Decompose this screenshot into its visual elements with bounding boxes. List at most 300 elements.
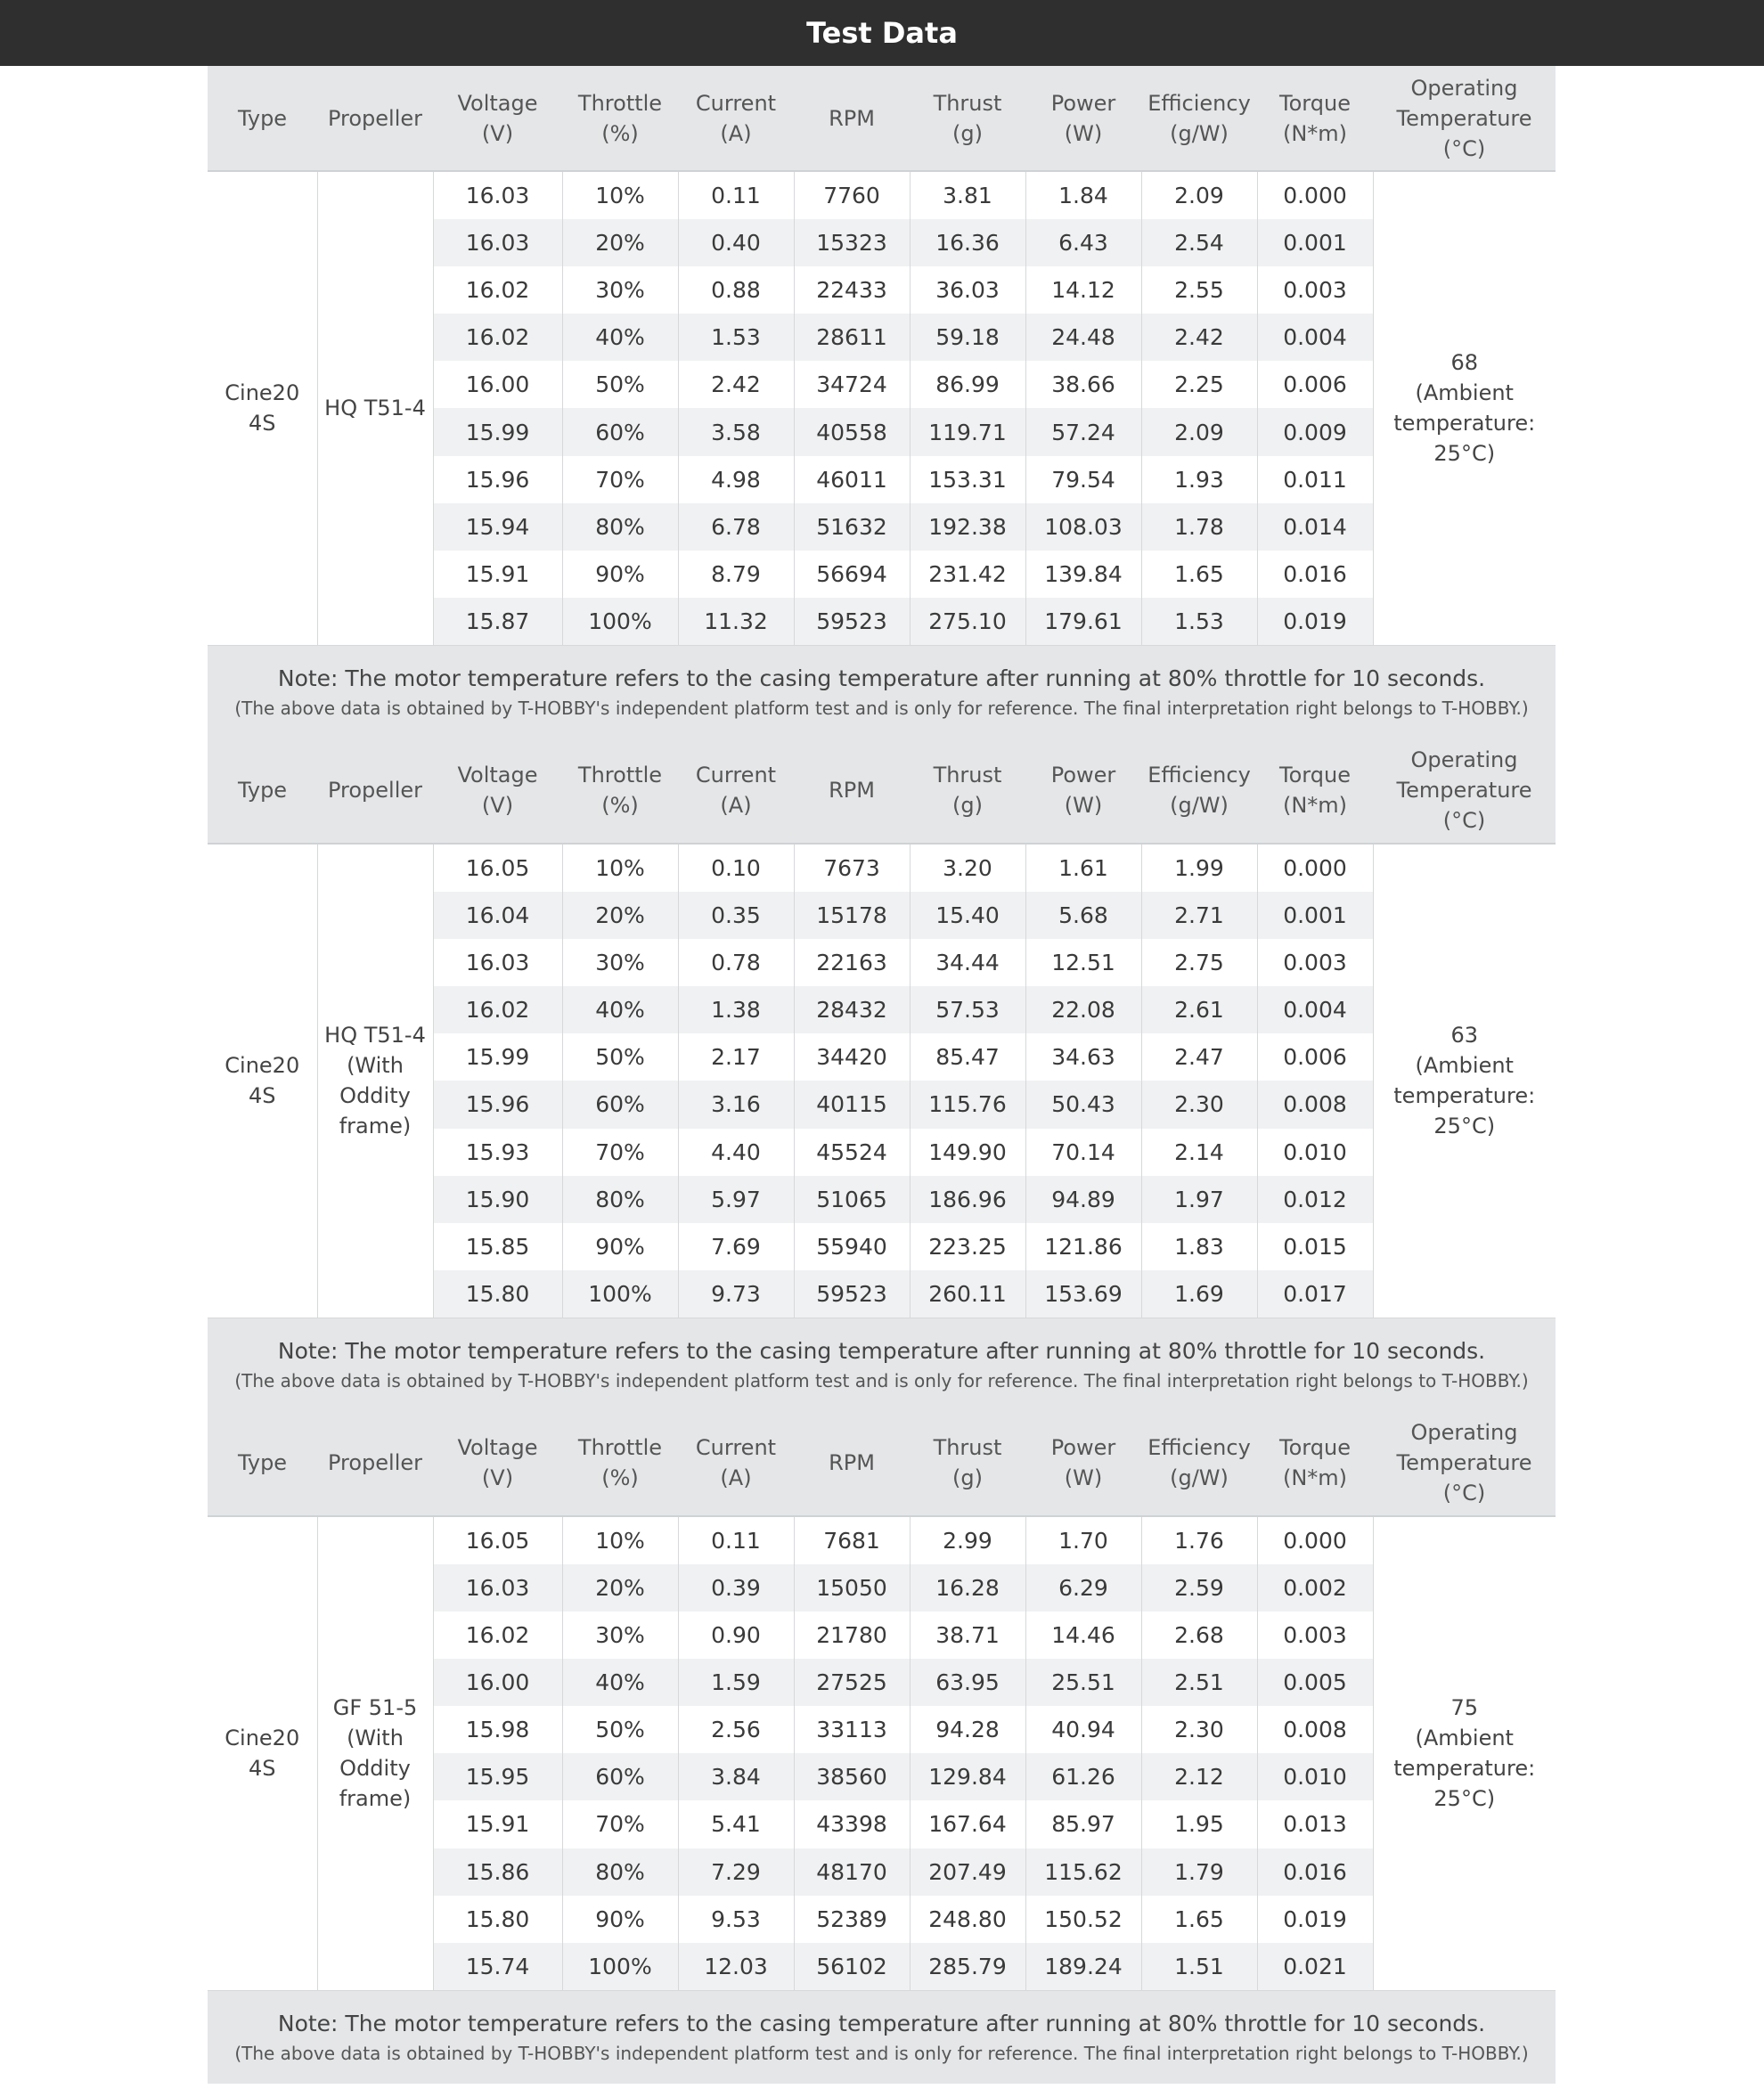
motor-type-cell: Cine20 4S xyxy=(208,844,317,1318)
test-section-2 xyxy=(208,738,1556,1411)
power-cell: 14.12 xyxy=(1025,266,1141,314)
efficiency-cell: 2.14 xyxy=(1141,1129,1257,1176)
torque-cell: 0.021 xyxy=(1257,1943,1373,1990)
column-header: Thrust (g) xyxy=(910,1411,1025,1516)
operating-temperature-cell: 63 (Ambient temperature: 25°C) xyxy=(1373,844,1556,1318)
thrust-cell: 192.38 xyxy=(910,503,1025,551)
current-cell: 1.59 xyxy=(678,1659,794,1706)
rpm-cell: 59523 xyxy=(794,598,910,645)
operating-temperature-cell: 75 (Ambient temperature: 25°C) xyxy=(1373,1516,1556,1990)
rpm-cell: 15323 xyxy=(794,219,910,266)
thrust-cell: 34.44 xyxy=(910,939,1025,986)
column-header: Power (W) xyxy=(1025,66,1141,171)
thrust-cell: 119.71 xyxy=(910,408,1025,455)
voltage-cell: 15.94 xyxy=(433,503,562,551)
note-text: Note: The motor temperature refers to the casing temperature after running at 80% throttle for 10 seconds. xyxy=(277,665,1486,691)
column-header: Torque (N*m) xyxy=(1257,66,1373,171)
rpm-cell: 38560 xyxy=(794,1753,910,1800)
thrust-cell: 186.96 xyxy=(910,1176,1025,1223)
column-header: Power (W) xyxy=(1025,738,1141,844)
power-cell: 61.26 xyxy=(1025,1753,1141,1800)
efficiency-cell: 1.65 xyxy=(1141,551,1257,598)
column-header: Current (A) xyxy=(678,738,794,844)
efficiency-cell: 1.51 xyxy=(1141,1943,1257,1990)
voltage-cell: 15.98 xyxy=(433,1706,562,1753)
throttle-cell: 70% xyxy=(562,1800,678,1848)
throttle-cell: 50% xyxy=(562,1706,678,1753)
throttle-cell: 60% xyxy=(562,408,678,455)
column-header: Efficiency (g/W) xyxy=(1141,738,1257,844)
power-cell: 115.62 xyxy=(1025,1848,1141,1896)
efficiency-cell: 2.55 xyxy=(1141,266,1257,314)
rpm-cell: 22433 xyxy=(794,266,910,314)
thrust-cell: 3.20 xyxy=(910,844,1025,892)
rpm-cell: 7681 xyxy=(794,1516,910,1564)
current-cell: 0.11 xyxy=(678,1516,794,1564)
voltage-cell: 16.03 xyxy=(433,939,562,986)
voltage-cell: 16.00 xyxy=(433,361,562,408)
throttle-cell: 30% xyxy=(562,1612,678,1659)
voltage-cell: 15.80 xyxy=(433,1896,562,1943)
column-header: Voltage (V) xyxy=(433,66,562,171)
table-header-row xyxy=(208,738,1556,844)
efficiency-cell: 2.09 xyxy=(1141,408,1257,455)
efficiency-cell: 2.51 xyxy=(1141,1659,1257,1706)
propeller-cell: HQ T51-4 xyxy=(317,171,433,645)
voltage-cell: 16.02 xyxy=(433,1612,562,1659)
thrust-cell: 207.49 xyxy=(910,1848,1025,1896)
column-header: Throttle (%) xyxy=(562,66,678,171)
current-cell: 2.56 xyxy=(678,1706,794,1753)
test-data-sections xyxy=(208,66,1556,2084)
column-header: Operating Temperature (°C) xyxy=(1373,738,1556,844)
efficiency-cell: 2.47 xyxy=(1141,1033,1257,1081)
current-cell: 6.78 xyxy=(678,503,794,551)
voltage-cell: 15.91 xyxy=(433,1800,562,1848)
rpm-cell: 28611 xyxy=(794,314,910,361)
voltage-cell: 15.99 xyxy=(433,1033,562,1081)
current-cell: 0.88 xyxy=(678,266,794,314)
torque-cell: 0.016 xyxy=(1257,551,1373,598)
throttle-cell: 30% xyxy=(562,266,678,314)
power-cell: 5.68 xyxy=(1025,892,1141,939)
current-cell: 0.11 xyxy=(678,171,794,219)
throttle-cell: 50% xyxy=(562,1033,678,1081)
torque-cell: 0.001 xyxy=(1257,219,1373,266)
current-cell: 8.79 xyxy=(678,551,794,598)
column-header: Efficiency (g/W) xyxy=(1141,66,1257,171)
torque-cell: 0.004 xyxy=(1257,314,1373,361)
throttle-cell: 20% xyxy=(562,892,678,939)
page-title: Test Data xyxy=(806,16,958,50)
rpm-cell: 21780 xyxy=(794,1612,910,1659)
efficiency-cell: 1.65 xyxy=(1141,1896,1257,1943)
rpm-cell: 7673 xyxy=(794,844,910,892)
column-header: Voltage (V) xyxy=(433,738,562,844)
rpm-cell: 34724 xyxy=(794,361,910,408)
rpm-cell: 40115 xyxy=(794,1081,910,1128)
voltage-cell: 15.99 xyxy=(433,408,562,455)
power-cell: 153.69 xyxy=(1025,1270,1141,1318)
voltage-cell: 16.04 xyxy=(433,892,562,939)
power-cell: 179.61 xyxy=(1025,598,1141,645)
voltage-cell: 16.03 xyxy=(433,219,562,266)
throttle-cell: 90% xyxy=(562,1896,678,1943)
thrust-cell: 16.36 xyxy=(910,219,1025,266)
power-cell: 189.24 xyxy=(1025,1943,1141,1990)
current-cell: 0.35 xyxy=(678,892,794,939)
test-note xyxy=(208,645,1556,738)
torque-cell: 0.010 xyxy=(1257,1129,1373,1176)
efficiency-cell: 2.75 xyxy=(1141,939,1257,986)
power-cell: 121.86 xyxy=(1025,1223,1141,1270)
voltage-cell: 15.80 xyxy=(433,1270,562,1318)
current-cell: 3.16 xyxy=(678,1081,794,1128)
disclaimer-text: (The above data is obtained by T-HOBBY's independent platform test and is only for reference. The final interpretation right belongs to T-HOBBY.) xyxy=(234,1369,1529,1391)
thrust-cell: 15.40 xyxy=(910,892,1025,939)
current-cell: 0.10 xyxy=(678,844,794,892)
efficiency-cell: 1.93 xyxy=(1141,456,1257,503)
throttle-cell: 80% xyxy=(562,1848,678,1896)
thrust-cell: 86.99 xyxy=(910,361,1025,408)
power-cell: 1.61 xyxy=(1025,844,1141,892)
power-cell: 70.14 xyxy=(1025,1129,1141,1176)
current-cell: 2.17 xyxy=(678,1033,794,1081)
thrust-cell: 115.76 xyxy=(910,1081,1025,1128)
propeller-cell: GF 51-5 (With Oddity frame) xyxy=(317,1516,433,1990)
table-row xyxy=(208,1516,1556,1564)
test-section-1 xyxy=(208,66,1556,738)
torque-cell: 0.003 xyxy=(1257,939,1373,986)
torque-cell: 0.013 xyxy=(1257,1800,1373,1848)
operating-temperature-cell: 68 (Ambient temperature: 25°C) xyxy=(1373,171,1556,645)
current-cell: 7.69 xyxy=(678,1223,794,1270)
voltage-cell: 15.85 xyxy=(433,1223,562,1270)
thrust-cell: 167.64 xyxy=(910,1800,1025,1848)
rpm-cell: 52389 xyxy=(794,1896,910,1943)
power-cell: 79.54 xyxy=(1025,456,1141,503)
power-cell: 94.89 xyxy=(1025,1176,1141,1223)
power-cell: 85.97 xyxy=(1025,1800,1141,1848)
torque-cell: 0.003 xyxy=(1257,1612,1373,1659)
column-header: Torque (N*m) xyxy=(1257,1411,1373,1516)
efficiency-cell: 2.71 xyxy=(1141,892,1257,939)
column-header: Voltage (V) xyxy=(433,1411,562,1516)
current-cell: 12.03 xyxy=(678,1943,794,1990)
column-header: RPM xyxy=(794,738,910,844)
rpm-cell: 22163 xyxy=(794,939,910,986)
torque-cell: 0.016 xyxy=(1257,1848,1373,1896)
thrust-cell: 57.53 xyxy=(910,986,1025,1033)
torque-cell: 0.005 xyxy=(1257,1659,1373,1706)
torque-cell: 0.003 xyxy=(1257,266,1373,314)
throttle-cell: 60% xyxy=(562,1753,678,1800)
throttle-cell: 90% xyxy=(562,1223,678,1270)
throttle-cell: 100% xyxy=(562,1943,678,1990)
voltage-cell: 16.02 xyxy=(433,266,562,314)
table-header-row xyxy=(208,1411,1556,1516)
column-header: Propeller xyxy=(317,738,433,844)
efficiency-cell: 2.30 xyxy=(1141,1081,1257,1128)
power-cell: 1.84 xyxy=(1025,171,1141,219)
disclaimer-text: (The above data is obtained by T-HOBBY's independent platform test and is only for reference. The final interpretation right belongs to T-HOBBY.) xyxy=(234,2042,1529,2064)
torque-cell: 0.000 xyxy=(1257,171,1373,219)
current-cell: 0.39 xyxy=(678,1564,794,1612)
rpm-cell: 56694 xyxy=(794,551,910,598)
current-cell: 1.53 xyxy=(678,314,794,361)
voltage-cell: 15.86 xyxy=(433,1848,562,1896)
column-header: Type xyxy=(208,738,317,844)
current-cell: 5.97 xyxy=(678,1176,794,1223)
rpm-cell: 27525 xyxy=(794,1659,910,1706)
torque-cell: 0.008 xyxy=(1257,1081,1373,1128)
test-data-table xyxy=(208,66,1556,645)
rpm-cell: 15178 xyxy=(794,892,910,939)
torque-cell: 0.019 xyxy=(1257,1896,1373,1943)
power-cell: 22.08 xyxy=(1025,986,1141,1033)
torque-cell: 0.009 xyxy=(1257,408,1373,455)
column-header: Current (A) xyxy=(678,1411,794,1516)
torque-cell: 0.014 xyxy=(1257,503,1373,551)
power-cell: 139.84 xyxy=(1025,551,1141,598)
throttle-cell: 10% xyxy=(562,844,678,892)
table-row xyxy=(208,171,1556,219)
power-cell: 1.70 xyxy=(1025,1516,1141,1564)
power-cell: 6.43 xyxy=(1025,219,1141,266)
current-cell: 11.32 xyxy=(678,598,794,645)
disclaimer-text: (The above data is obtained by T-HOBBY's independent platform test and is only for reference. The final interpretation right belongs to T-HOBBY.) xyxy=(234,697,1529,719)
throttle-cell: 40% xyxy=(562,986,678,1033)
current-cell: 1.38 xyxy=(678,986,794,1033)
note-text: Note: The motor temperature refers to the casing temperature after running at 80% throttle for 10 seconds. xyxy=(277,2010,1486,2036)
voltage-cell: 16.02 xyxy=(433,314,562,361)
efficiency-cell: 1.97 xyxy=(1141,1176,1257,1223)
efficiency-cell: 1.78 xyxy=(1141,503,1257,551)
thrust-cell: 85.47 xyxy=(910,1033,1025,1081)
power-cell: 14.46 xyxy=(1025,1612,1141,1659)
column-header: Power (W) xyxy=(1025,1411,1141,1516)
column-header: Operating Temperature (°C) xyxy=(1373,1411,1556,1516)
throttle-cell: 40% xyxy=(562,1659,678,1706)
power-cell: 40.94 xyxy=(1025,1706,1141,1753)
thrust-cell: 149.90 xyxy=(910,1129,1025,1176)
rpm-cell: 55940 xyxy=(794,1223,910,1270)
column-header: Throttle (%) xyxy=(562,738,678,844)
torque-cell: 0.012 xyxy=(1257,1176,1373,1223)
efficiency-cell: 1.83 xyxy=(1141,1223,1257,1270)
thrust-cell: 260.11 xyxy=(910,1270,1025,1318)
current-cell: 3.58 xyxy=(678,408,794,455)
rpm-cell: 40558 xyxy=(794,408,910,455)
current-cell: 0.90 xyxy=(678,1612,794,1659)
current-cell: 5.41 xyxy=(678,1800,794,1848)
column-header: Current (A) xyxy=(678,66,794,171)
throttle-cell: 20% xyxy=(562,1564,678,1612)
column-header: Throttle (%) xyxy=(562,1411,678,1516)
efficiency-cell: 1.76 xyxy=(1141,1516,1257,1564)
motor-type-cell: Cine20 4S xyxy=(208,1516,317,1990)
throttle-cell: 60% xyxy=(562,1081,678,1128)
power-cell: 24.48 xyxy=(1025,314,1141,361)
thrust-cell: 129.84 xyxy=(910,1753,1025,1800)
power-cell: 38.66 xyxy=(1025,361,1141,408)
thrust-cell: 3.81 xyxy=(910,171,1025,219)
throttle-cell: 100% xyxy=(562,1270,678,1318)
page-header xyxy=(0,0,1764,66)
thrust-cell: 248.80 xyxy=(910,1896,1025,1943)
voltage-cell: 15.90 xyxy=(433,1176,562,1223)
efficiency-cell: 2.68 xyxy=(1141,1612,1257,1659)
throttle-cell: 50% xyxy=(562,361,678,408)
column-header: Thrust (g) xyxy=(910,738,1025,844)
efficiency-cell: 1.95 xyxy=(1141,1800,1257,1848)
thrust-cell: 231.42 xyxy=(910,551,1025,598)
rpm-cell: 46011 xyxy=(794,456,910,503)
column-header: Propeller xyxy=(317,66,433,171)
test-data-table xyxy=(208,1411,1556,1990)
power-cell: 6.29 xyxy=(1025,1564,1141,1612)
throttle-cell: 70% xyxy=(562,456,678,503)
voltage-cell: 15.93 xyxy=(433,1129,562,1176)
table-row xyxy=(208,844,1556,892)
throttle-cell: 70% xyxy=(562,1129,678,1176)
efficiency-cell: 1.79 xyxy=(1141,1848,1257,1896)
efficiency-cell: 2.42 xyxy=(1141,314,1257,361)
note-text: Note: The motor temperature refers to the casing temperature after running at 80% throttle for 10 seconds. xyxy=(277,1337,1486,1364)
torque-cell: 0.004 xyxy=(1257,986,1373,1033)
current-cell: 4.98 xyxy=(678,456,794,503)
thrust-cell: 38.71 xyxy=(910,1612,1025,1659)
throttle-cell: 40% xyxy=(562,314,678,361)
propeller-cell: HQ T51-4 (With Oddity frame) xyxy=(317,844,433,1318)
throttle-cell: 20% xyxy=(562,219,678,266)
efficiency-cell: 2.12 xyxy=(1141,1753,1257,1800)
test-note xyxy=(208,1990,1556,2084)
voltage-cell: 15.87 xyxy=(433,598,562,645)
column-header: Thrust (g) xyxy=(910,66,1025,171)
column-header: RPM xyxy=(794,1411,910,1516)
current-cell: 0.78 xyxy=(678,939,794,986)
torque-cell: 0.001 xyxy=(1257,892,1373,939)
throttle-cell: 10% xyxy=(562,1516,678,1564)
power-cell: 34.63 xyxy=(1025,1033,1141,1081)
power-cell: 25.51 xyxy=(1025,1659,1141,1706)
current-cell: 9.53 xyxy=(678,1896,794,1943)
column-header: Type xyxy=(208,1411,317,1516)
rpm-cell: 51065 xyxy=(794,1176,910,1223)
rpm-cell: 34420 xyxy=(794,1033,910,1081)
torque-cell: 0.010 xyxy=(1257,1753,1373,1800)
current-cell: 4.40 xyxy=(678,1129,794,1176)
efficiency-cell: 2.09 xyxy=(1141,171,1257,219)
throttle-cell: 80% xyxy=(562,503,678,551)
torque-cell: 0.008 xyxy=(1257,1706,1373,1753)
throttle-cell: 80% xyxy=(562,1176,678,1223)
efficiency-cell: 1.53 xyxy=(1141,598,1257,645)
torque-cell: 0.017 xyxy=(1257,1270,1373,1318)
voltage-cell: 16.05 xyxy=(433,1516,562,1564)
throttle-cell: 90% xyxy=(562,551,678,598)
thrust-cell: 94.28 xyxy=(910,1706,1025,1753)
power-cell: 50.43 xyxy=(1025,1081,1141,1128)
voltage-cell: 15.95 xyxy=(433,1753,562,1800)
current-cell: 9.73 xyxy=(678,1270,794,1318)
throttle-cell: 100% xyxy=(562,598,678,645)
voltage-cell: 15.96 xyxy=(433,456,562,503)
thrust-cell: 285.79 xyxy=(910,1943,1025,1990)
column-header: Efficiency (g/W) xyxy=(1141,1411,1257,1516)
throttle-cell: 10% xyxy=(562,171,678,219)
thrust-cell: 59.18 xyxy=(910,314,1025,361)
rpm-cell: 43398 xyxy=(794,1800,910,1848)
throttle-cell: 30% xyxy=(562,939,678,986)
efficiency-cell: 1.99 xyxy=(1141,844,1257,892)
rpm-cell: 51632 xyxy=(794,503,910,551)
column-header: Propeller xyxy=(317,1411,433,1516)
efficiency-cell: 2.30 xyxy=(1141,1706,1257,1753)
torque-cell: 0.006 xyxy=(1257,361,1373,408)
thrust-cell: 16.28 xyxy=(910,1564,1025,1612)
power-cell: 150.52 xyxy=(1025,1896,1141,1943)
rpm-cell: 59523 xyxy=(794,1270,910,1318)
power-cell: 12.51 xyxy=(1025,939,1141,986)
column-header: RPM xyxy=(794,66,910,171)
current-cell: 2.42 xyxy=(678,361,794,408)
test-section-3 xyxy=(208,1411,1556,2084)
current-cell: 0.40 xyxy=(678,219,794,266)
voltage-cell: 15.91 xyxy=(433,551,562,598)
torque-cell: 0.019 xyxy=(1257,598,1373,645)
torque-cell: 0.006 xyxy=(1257,1033,1373,1081)
power-cell: 57.24 xyxy=(1025,408,1141,455)
current-cell: 7.29 xyxy=(678,1848,794,1896)
efficiency-cell: 2.59 xyxy=(1141,1564,1257,1612)
current-cell: 3.84 xyxy=(678,1753,794,1800)
voltage-cell: 16.02 xyxy=(433,986,562,1033)
rpm-cell: 7760 xyxy=(794,171,910,219)
table-header-row xyxy=(208,66,1556,171)
rpm-cell: 15050 xyxy=(794,1564,910,1612)
torque-cell: 0.000 xyxy=(1257,844,1373,892)
voltage-cell: 16.00 xyxy=(433,1659,562,1706)
voltage-cell: 15.96 xyxy=(433,1081,562,1128)
voltage-cell: 16.05 xyxy=(433,844,562,892)
voltage-cell: 16.03 xyxy=(433,1564,562,1612)
rpm-cell: 28432 xyxy=(794,986,910,1033)
column-header: Torque (N*m) xyxy=(1257,738,1373,844)
thrust-cell: 63.95 xyxy=(910,1659,1025,1706)
voltage-cell: 15.74 xyxy=(433,1943,562,1990)
rpm-cell: 48170 xyxy=(794,1848,910,1896)
test-note xyxy=(208,1318,1556,1411)
motor-type-cell: Cine20 4S xyxy=(208,171,317,645)
thrust-cell: 2.99 xyxy=(910,1516,1025,1564)
thrust-cell: 36.03 xyxy=(910,266,1025,314)
torque-cell: 0.011 xyxy=(1257,456,1373,503)
column-header: Operating Temperature (°C) xyxy=(1373,66,1556,171)
efficiency-cell: 2.25 xyxy=(1141,361,1257,408)
efficiency-cell: 2.54 xyxy=(1141,219,1257,266)
thrust-cell: 153.31 xyxy=(910,456,1025,503)
rpm-cell: 33113 xyxy=(794,1706,910,1753)
thrust-cell: 275.10 xyxy=(910,598,1025,645)
thrust-cell: 223.25 xyxy=(910,1223,1025,1270)
torque-cell: 0.002 xyxy=(1257,1564,1373,1612)
voltage-cell: 16.03 xyxy=(433,171,562,219)
rpm-cell: 45524 xyxy=(794,1129,910,1176)
efficiency-cell: 1.69 xyxy=(1141,1270,1257,1318)
test-data-table xyxy=(208,738,1556,1318)
